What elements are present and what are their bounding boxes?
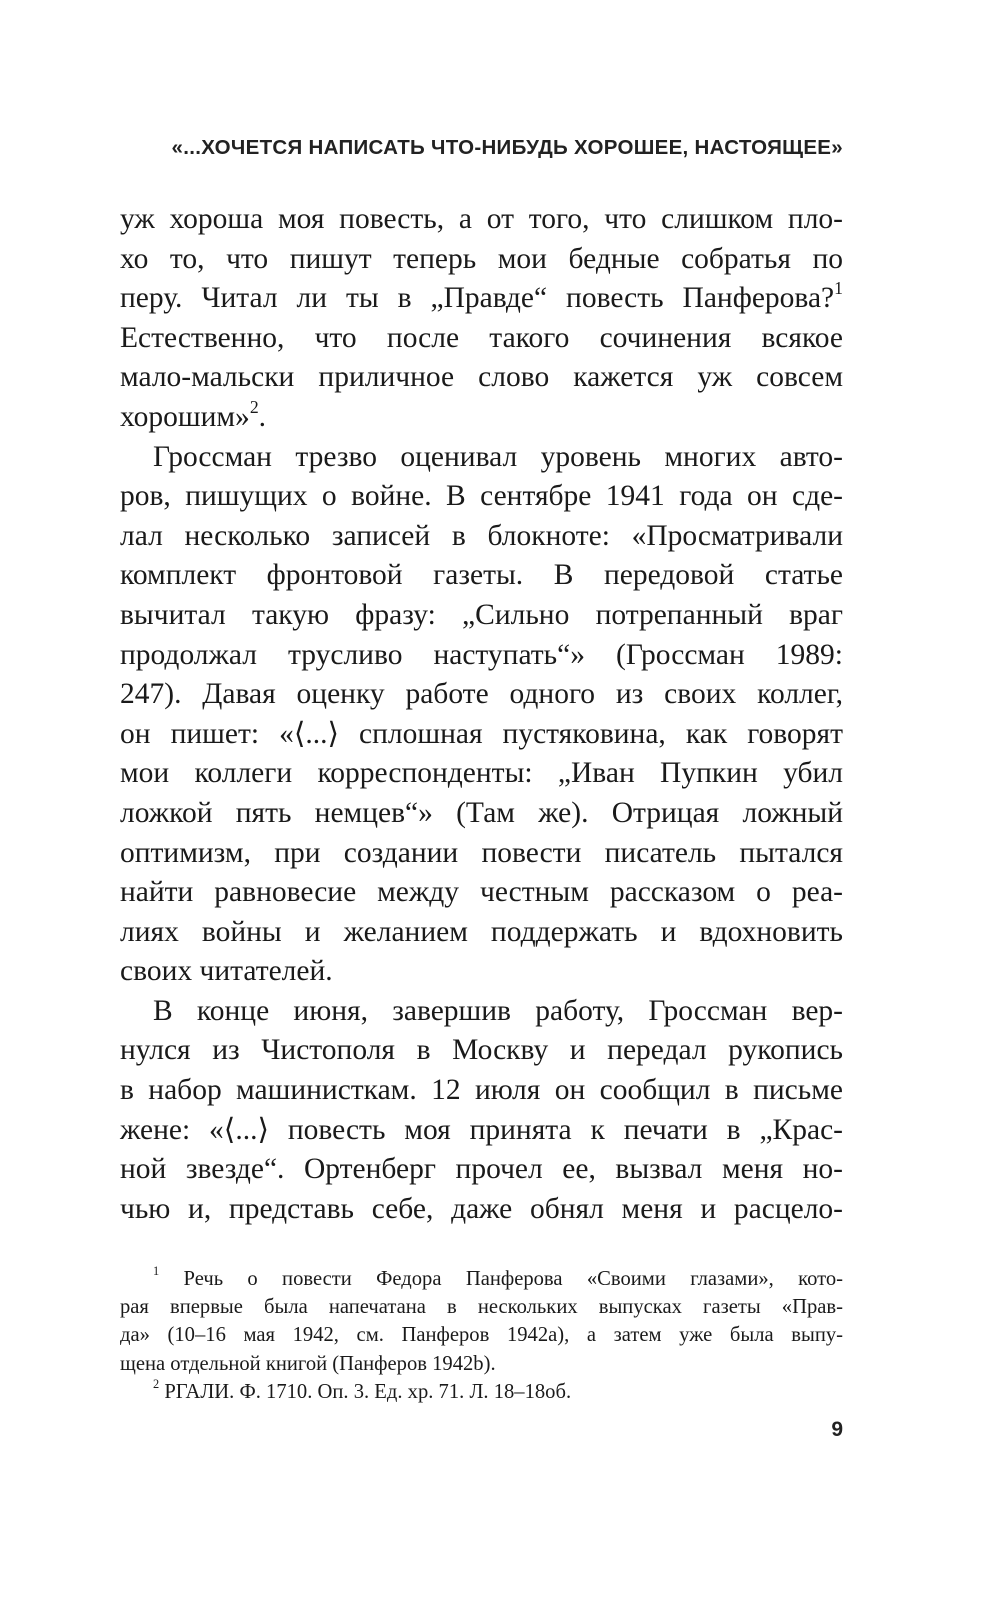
text-line: Естественно, что после такого сочинения всякое xyxy=(120,321,843,354)
footnote-text: Речь о повести Федора Панферова «Своими глазами», кото- xyxy=(183,1268,843,1290)
text-line: лиях войны и желанием поддержать и вдохновить xyxy=(120,915,843,948)
paragraph-first-line: В конце июня, завершив работу, Гроссман вер- xyxy=(153,994,843,1027)
footnote-marker: 2 xyxy=(153,1377,160,1392)
text-line: 247). Давая оценку работе одного из своих коллег, xyxy=(120,678,843,711)
paragraph-first-line: Гроссман трезво оценивал уровень многих авто- xyxy=(153,440,843,473)
footnote-line: щена отдельной книгой (Панферов 1942b). xyxy=(120,1352,496,1375)
footnote-2 xyxy=(120,1378,843,1406)
footnote-ref-2[interactable]: 2 xyxy=(249,396,259,417)
text-line: своих читателей. xyxy=(120,955,333,988)
text-line: уж хороша моя повесть, а от того, что слишком пло- xyxy=(120,203,843,235)
text-line: чью и, представь себе, даже обнял меня и расцело- xyxy=(120,1192,843,1225)
footnote-marker: 1 xyxy=(153,1264,160,1279)
footnote-line: да» (10–16 мая 1942, см. Панферов 1942a), а затем уже была выпу- xyxy=(120,1324,843,1347)
text-line: вычитал такую фразу: „Сильно потрепанный враг xyxy=(120,598,843,631)
line-text: . xyxy=(258,400,267,433)
text-line: жене: «⟨...⟩ повесть моя принята к печати в „Крас- xyxy=(120,1113,843,1146)
footnotes xyxy=(120,1265,843,1406)
main-text xyxy=(120,200,843,1229)
text-line: оптимизм, при создании повести писатель пытался xyxy=(120,836,843,869)
page-number: 9 xyxy=(831,1418,843,1441)
text-line xyxy=(120,398,843,438)
text-line: хо то, что пишут теперь мои бедные собратья по xyxy=(120,242,843,275)
text-line: найти равновесие между честным рассказом о реа- xyxy=(120,876,843,909)
footnote-1 xyxy=(120,1265,843,1293)
text-line: мои коллеги корреспонденты: „Иван Пупкин убил xyxy=(120,757,843,790)
footnote-ref-1[interactable]: 1 xyxy=(834,277,843,298)
text-line: комплект фронтовой газеты. В передовой статье xyxy=(120,559,843,592)
running-head: «...ХОЧЕТСЯ НАПИСАТЬ ЧТО-НИБУДЬ ХОРОШЕЕ, НАСТОЯЩЕЕ» xyxy=(171,136,843,159)
text-line: продолжал трусливо наступать“» (Гроссман 1989: xyxy=(120,638,843,671)
text-line: лал несколько записей в блокноте: «Просматривали xyxy=(120,519,843,552)
text-line: мало-мальски приличное слово кажется уж совсем xyxy=(120,361,843,394)
text-line: ложкой пять немцев“» (Там же). Отрицая ложный xyxy=(120,796,843,829)
text-line: в набор машинисткам. 12 июля он сообщил в письме xyxy=(120,1074,843,1107)
text-line: нулся из Чистополя в Москву и передал рукопись xyxy=(120,1034,843,1067)
text-line: ной звезде“. Ортенберг прочел ее, вызвал меня но- xyxy=(120,1153,843,1186)
text-line xyxy=(120,279,843,319)
text-line: ров, пишущих о войне. В сентябре 1941 года он сде- xyxy=(120,480,843,513)
line-text: хорошим» xyxy=(120,400,250,433)
line-text: перу. Читал ли ты в „Правде“ повесть Панферова? xyxy=(120,282,835,315)
footnote-text: РГАЛИ. Ф. 1710. Оп. 3. Ед. хр. 71. Л. 18–18об. xyxy=(164,1380,572,1403)
text-line: он пишет: «⟨...⟩ сплошная пустяковина, как говорят xyxy=(120,717,843,750)
footnote-line: рая впервые была напечатана в нескольких выпусках газеты «Прав- xyxy=(120,1296,843,1319)
